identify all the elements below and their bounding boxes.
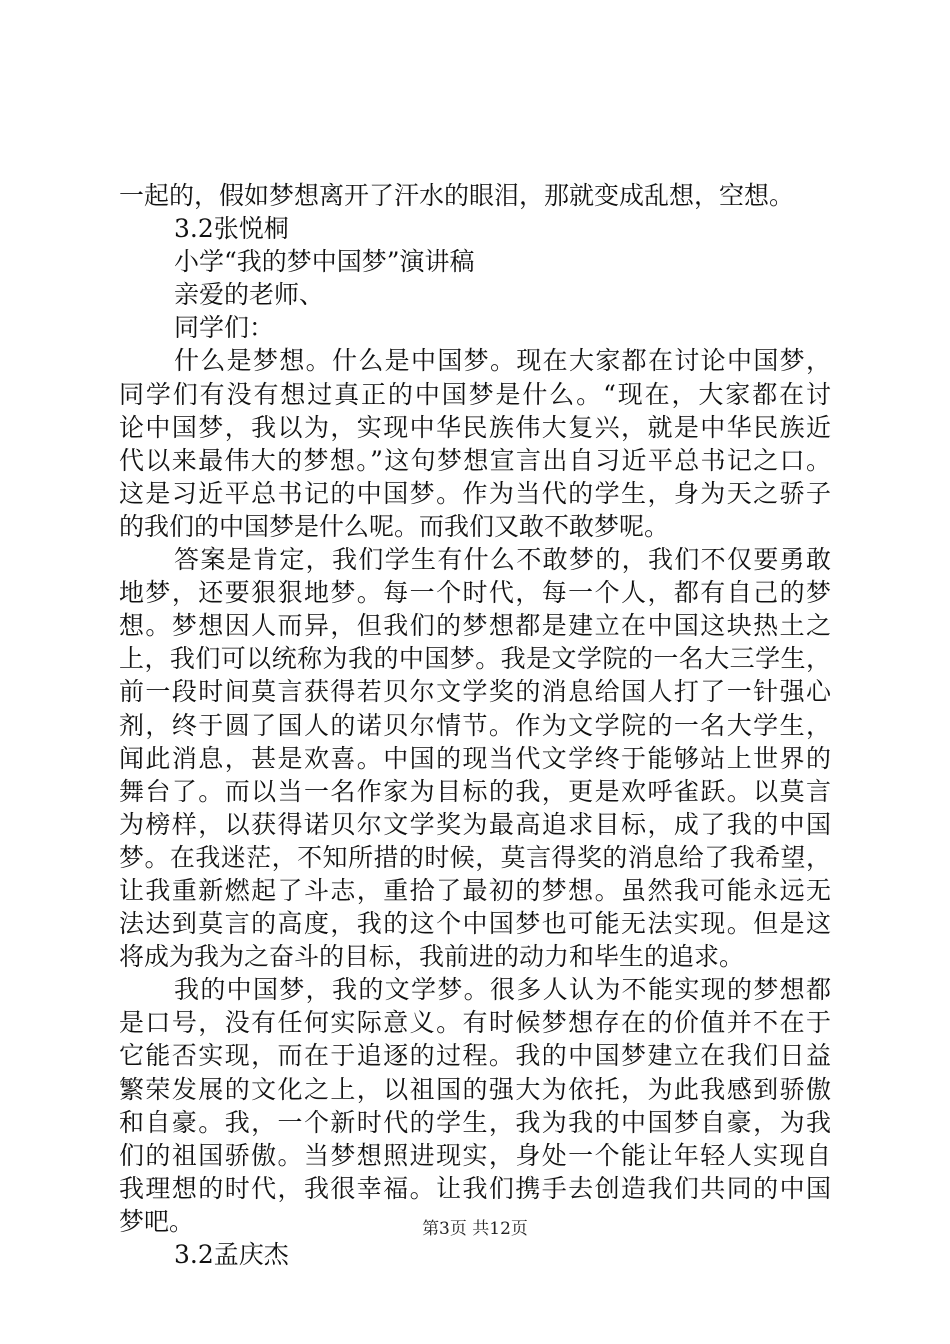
paragraph-line: 繁荣发展的文化之上，以祖国的强大为依托，为此我感到骄傲 xyxy=(119,1074,831,1104)
paragraph-line: 剂，终于圆了国人的诺贝尔情节。作为文学院的一名大学生， xyxy=(119,710,831,740)
document-body xyxy=(119,179,831,1271)
paragraph-line: 前一段时间莫言获得若贝尔文学奖的消息给国人打了一针强心 xyxy=(119,677,831,707)
paragraph-line: 和自豪。我，一个新时代的学生，我为我的中国梦自豪，为我 xyxy=(119,1107,831,1137)
paragraph-line: 的我们的中国梦是什么呢。而我们又敢不敢梦呢。 xyxy=(119,511,670,541)
page-number-footer: 第3页 共12页 xyxy=(422,1219,528,1239)
paragraph-line: 这是习近平总书记的中国梦。作为当代的学生，身为天之骄子 xyxy=(119,478,831,508)
paragraph-line: 让我重新燃起了斗志，重拾了最初的梦想。虽然我可能永远无 xyxy=(119,875,831,905)
paragraph-line: 为榜样，以获得诺贝尔文学奖为最高追求目标，成了我的中国 xyxy=(119,809,831,839)
paragraph-line: 同学们有没有想过真正的中国梦是什么。“现在，大家都在讨 xyxy=(119,379,831,409)
paragraph-line: 闻此消息，甚是欢喜。中国的现当代文学终于能够站上世界的 xyxy=(119,743,831,773)
section-heading: 3.2孟庆杰 xyxy=(174,1240,289,1269)
paragraph-line: 梦。在我迷茫，不知所措的时候，莫言得奖的消息给了我希望， xyxy=(119,842,831,872)
paragraph-line: 梦吧。 xyxy=(119,1206,195,1236)
paragraph-line: 论中国梦，我以为，实现中华民族伟大复兴，就是中华民族近 xyxy=(119,412,831,442)
speech-title: 小学“我的梦中国梦”演讲稿 xyxy=(174,247,475,277)
paragraph-line: 代以来最伟大的梦想。”这句梦想宣言出自习近平总书记之口。 xyxy=(119,445,831,475)
paragraph-line: 地梦，还要狠狠地梦。每一个时代，每一个人，都有自己的梦 xyxy=(119,578,831,608)
paragraph-line: 什么是梦想。什么是中国梦。现在大家都在讨论中国梦， xyxy=(174,346,831,376)
paragraph-line: 想。梦想因人而异，但我们的梦想都是建立在中国这块热土之 xyxy=(119,611,831,641)
paragraph-line: 上，我们可以统称为我的中国梦。我是文学院的一名大三学生， xyxy=(119,644,831,674)
text-line: 一起的，假如梦想离开了汗水的眼泪，那就变成乱想，空想。 xyxy=(119,181,795,210)
paragraph-line: 将成为我为之奋斗的目标，我前进的动力和毕生的追求。 xyxy=(119,942,745,972)
salutation-line: 亲爱的老师、 xyxy=(174,280,325,310)
paragraph-line: 答案是肯定，我们学生有什么不敢梦的，我们不仅要勇敢 xyxy=(174,545,831,575)
paragraph-line: 我的中国梦，我的文学梦。很多人认为不能实现的梦想都 xyxy=(174,975,831,1005)
salutation-line: 同学们： xyxy=(174,313,275,343)
section-heading: 3.2张悦桐 xyxy=(174,214,289,244)
paragraph-line: 们的祖国骄傲。当梦想照进现实，身处一个能让年轻人实现自 xyxy=(119,1140,831,1170)
paragraph-line: 它能否实现，而在于追逐的过程。我的中国梦建立在我们日益 xyxy=(119,1041,831,1071)
paragraph-line: 舞台了。而以当一名作家为目标的我，更是欢呼雀跃。以莫言 xyxy=(119,776,831,806)
paragraph-line: 我理想的时代，我很幸福。让我们携手去创造我们共同的中国 xyxy=(119,1173,831,1203)
paragraph-line: 是口号，没有任何实际意义。有时候梦想存在的价值并不在于 xyxy=(119,1008,831,1038)
paragraph-line: 法达到莫言的高度，我的这个中国梦也可能无法实现。但是这 xyxy=(119,909,831,939)
